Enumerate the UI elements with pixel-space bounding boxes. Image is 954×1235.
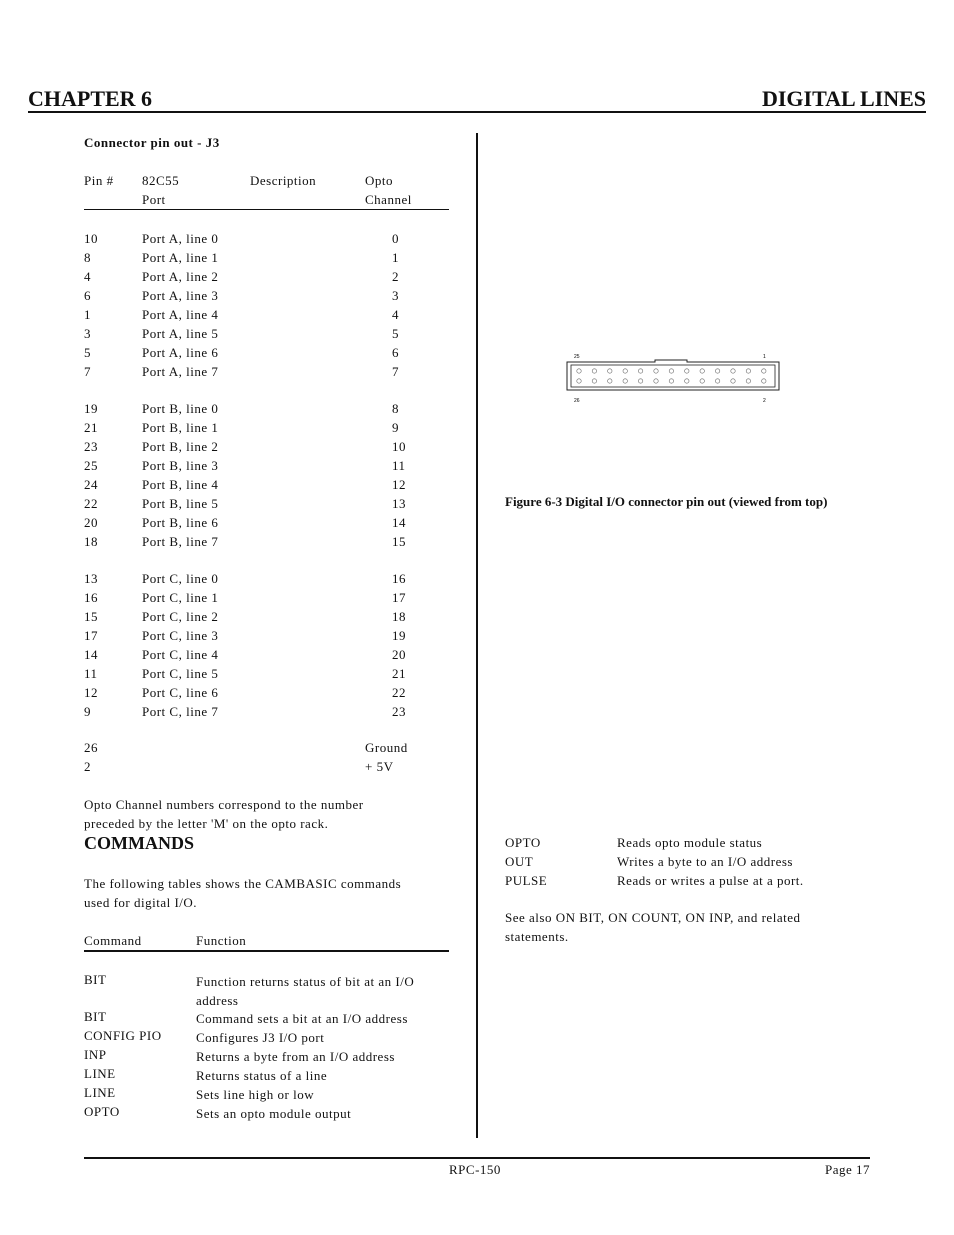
command-name: LINE	[84, 1066, 116, 1081]
pin-cell: 10	[84, 231, 98, 246]
command-function: Configures J3 I/O port	[196, 1030, 325, 1045]
connector-pin	[577, 379, 581, 383]
connector-pin	[592, 379, 596, 383]
table-row	[84, 307, 484, 326]
command-function: Command sets a bit at an I/O address	[196, 1011, 408, 1026]
channel-cell: 20	[392, 647, 406, 662]
connector-pin	[669, 369, 673, 373]
connector-pin	[577, 369, 581, 373]
col-opto: Opto	[365, 173, 393, 188]
command-row	[505, 873, 865, 892]
port-cell: Port B, line 1	[142, 420, 219, 435]
footer-model: RPC-150	[449, 1162, 501, 1177]
connector-pin	[746, 379, 750, 383]
col-pin: Pin #	[84, 173, 114, 188]
pin-cell: 3	[84, 326, 91, 341]
table-row	[84, 458, 484, 477]
channel-cell: 4	[392, 307, 399, 322]
table-row	[84, 250, 484, 269]
table-row	[84, 439, 484, 458]
pin-label-1: 1	[763, 354, 766, 360]
command-function: Writes a byte to an I/O address	[617, 854, 793, 869]
table-row	[84, 609, 484, 628]
channel-cell: 15	[392, 534, 406, 549]
commands-intro-line-1: The following tables shows the CAMBASIC commands	[84, 876, 402, 891]
command-name: BIT	[84, 1009, 107, 1024]
command-function: Function returns status of bit at an I/O address	[196, 974, 415, 1008]
pin-cell: 22	[84, 496, 98, 511]
port-cell: Port B, line 6	[142, 515, 219, 530]
table-row	[84, 326, 484, 345]
figure-caption: Figure 6-3 Digital I/O connector pin out (viewed from top)	[505, 494, 828, 509]
port-cell: Port B, line 4	[142, 477, 219, 492]
connector-pin	[762, 369, 766, 373]
table-row	[84, 534, 484, 553]
table-row	[84, 515, 484, 534]
col-opto-2: Channel	[365, 192, 412, 207]
pin-cell: 23	[84, 439, 98, 454]
connector-pin	[654, 379, 658, 383]
see-also-line-1: See also ON BIT, ON COUNT, ON INP, and related	[505, 910, 801, 925]
channel-cell: 18	[392, 609, 406, 624]
connector-pin	[638, 379, 642, 383]
col-port: 82C55	[142, 173, 180, 188]
channel-cell: + 5V	[365, 759, 394, 774]
table-header-rule	[84, 209, 449, 210]
command-name: PULSE	[505, 873, 548, 888]
page-number: Page 17	[824, 1162, 870, 1177]
port-cell: Port A, line 6	[142, 345, 219, 360]
command-name: BIT	[84, 972, 107, 987]
command-name: OUT	[505, 854, 534, 869]
channel-cell: 6	[392, 345, 399, 360]
channel-cell: Ground	[365, 740, 408, 755]
port-cell: Port C, line 5	[142, 666, 219, 681]
table-row	[84, 401, 484, 420]
pin-cell: 12	[84, 685, 98, 700]
pin-cell: 11	[84, 666, 98, 681]
channel-cell: 16	[392, 571, 406, 586]
connector-pin	[623, 379, 627, 383]
commands-heading: COMMANDS	[84, 833, 194, 853]
command-function: Returns status of a line	[196, 1068, 328, 1083]
pin-cell: 8	[84, 250, 91, 265]
port-cell: Port A, line 5	[142, 326, 219, 341]
table-row	[84, 647, 484, 666]
see-also-line-2: statements.	[505, 929, 569, 944]
table-row	[84, 759, 484, 778]
port-cell: Port B, line 5	[142, 496, 219, 511]
table-row	[84, 231, 484, 250]
connector-pin	[746, 369, 750, 373]
connector-pin	[685, 369, 689, 373]
col-command: Command	[84, 933, 142, 948]
table-row	[84, 628, 484, 647]
connector-outline	[567, 360, 779, 390]
connector-pin	[623, 369, 627, 373]
table-row	[84, 666, 484, 685]
chapter-title: CHAPTER 6	[28, 86, 153, 111]
channel-cell: 2	[392, 269, 399, 284]
port-cell: Port B, line 3	[142, 458, 219, 473]
command-row	[505, 854, 865, 873]
port-cell: Port A, line 4	[142, 307, 219, 322]
port-cell: Port C, line 0	[142, 571, 219, 586]
pin-cell: 9	[84, 704, 91, 719]
channel-cell: 9	[392, 420, 399, 435]
channel-cell: 7	[392, 364, 399, 379]
channel-cell: 1	[392, 250, 399, 265]
connector-pin	[731, 369, 735, 373]
right-column	[505, 0, 925, 1235]
col-port-2: Port	[142, 192, 166, 207]
port-cell: Port C, line 6	[142, 685, 219, 700]
command-function: Sets line high or low	[196, 1087, 315, 1102]
pin-cell: 18	[84, 534, 98, 549]
channel-cell: 13	[392, 496, 406, 511]
command-function: Reads or writes a pulse at a port.	[617, 873, 804, 888]
col-description: Description	[250, 173, 317, 188]
table-row	[84, 477, 484, 496]
pin-cell: 7	[84, 364, 91, 379]
connector-pin	[715, 369, 719, 373]
port-cell: Port C, line 4	[142, 647, 219, 662]
port-cell: Port C, line 2	[142, 609, 219, 624]
channel-cell: 0	[392, 231, 399, 246]
table-row	[84, 496, 484, 515]
connector-pin	[592, 369, 596, 373]
table-row	[84, 364, 484, 383]
port-cell: Port B, line 0	[142, 401, 219, 416]
command-function: Returns a byte from an I/O address	[196, 1049, 395, 1064]
channel-cell: 17	[392, 590, 406, 605]
command-name: LINE	[84, 1085, 116, 1100]
pin-cell: 20	[84, 515, 98, 530]
channel-cell: 8	[392, 401, 399, 416]
connector-pin	[669, 379, 673, 383]
footer-rule	[84, 1157, 870, 1159]
opto-note-line-1: Opto Channel numbers correspond to the number	[84, 797, 364, 812]
pin-cell: 26	[84, 740, 98, 755]
connector-pin	[731, 379, 735, 383]
pin-cell: 1	[84, 307, 91, 322]
table-row	[84, 685, 484, 704]
connector-title: Connector pin out - J3	[84, 135, 220, 150]
connector-diagram	[565, 350, 785, 408]
table-row	[84, 269, 484, 288]
table-row	[84, 590, 484, 609]
channel-cell: 22	[392, 685, 406, 700]
port-cell: Port A, line 3	[142, 288, 219, 303]
command-name: CONFIG PIO	[84, 1028, 162, 1043]
port-cell: Port B, line 7	[142, 534, 219, 549]
pin-cell: 25	[84, 458, 98, 473]
opto-note-line-2: preceded by the letter 'M' on the opto rack.	[84, 816, 329, 831]
connector-inner	[571, 365, 775, 387]
connector-pin	[762, 379, 766, 383]
pin-label-2: 2	[763, 398, 766, 404]
connector-pins	[577, 369, 766, 383]
pin-cell: 24	[84, 477, 98, 492]
command-name: INP	[84, 1047, 107, 1062]
channel-cell: 11	[392, 458, 406, 473]
table-row	[84, 571, 484, 590]
pin-cell: 21	[84, 420, 98, 435]
port-cell: Port A, line 7	[142, 364, 219, 379]
col-function: Function	[196, 933, 247, 948]
pin-cell: 16	[84, 590, 98, 605]
connector-pin	[685, 379, 689, 383]
pin-cell: 5	[84, 345, 91, 360]
left-column	[84, 0, 464, 1235]
table-row	[84, 288, 484, 307]
channel-cell: 10	[392, 439, 406, 454]
pin-cell: 15	[84, 609, 98, 624]
pin-cell: 2	[84, 759, 91, 774]
connector-pin	[700, 369, 704, 373]
channel-cell: 14	[392, 515, 406, 530]
connector-pin	[638, 369, 642, 373]
table-row	[84, 704, 484, 723]
command-function: Sets an opto module output	[196, 1106, 352, 1121]
pin-cell: 17	[84, 628, 98, 643]
channel-cell: 23	[392, 704, 406, 719]
connector-pin	[608, 369, 612, 373]
table-header	[84, 173, 484, 192]
commands-intro-line-2: used for digital I/O.	[84, 895, 198, 910]
table-row	[84, 420, 484, 439]
pin-label-25: 25	[574, 354, 580, 360]
connector-pin	[715, 379, 719, 383]
pin-cell: 14	[84, 647, 98, 662]
table-row	[84, 345, 484, 364]
port-cell: Port A, line 1	[142, 250, 219, 265]
port-cell: Port A, line 2	[142, 269, 219, 284]
channel-cell: 21	[392, 666, 406, 681]
connector-pin	[608, 379, 612, 383]
pin-cell: 19	[84, 401, 98, 416]
command-name: OPTO	[84, 1104, 120, 1119]
port-cell: Port A, line 0	[142, 231, 219, 246]
port-cell: Port C, line 3	[142, 628, 219, 643]
pin-label-26: 26	[574, 398, 580, 404]
channel-cell: 3	[392, 288, 399, 303]
pin-cell: 13	[84, 571, 98, 586]
port-cell: Port B, line 2	[142, 439, 219, 454]
port-cell: Port C, line 1	[142, 590, 219, 605]
pin-cell: 6	[84, 288, 91, 303]
command-name: OPTO	[505, 835, 541, 850]
pin-cell: 4	[84, 269, 91, 284]
command-function: Reads opto module status	[617, 835, 763, 850]
channel-cell: 12	[392, 477, 406, 492]
channel-cell: 5	[392, 326, 399, 341]
section-title: DIGITAL LINES	[761, 86, 926, 111]
port-cell: Port C, line 7	[142, 704, 219, 719]
command-row	[505, 835, 865, 854]
commands-header-rule	[84, 950, 449, 952]
table-row	[84, 740, 484, 759]
connector-pin	[700, 379, 704, 383]
connector-pin	[654, 369, 658, 373]
channel-cell: 19	[392, 628, 406, 643]
